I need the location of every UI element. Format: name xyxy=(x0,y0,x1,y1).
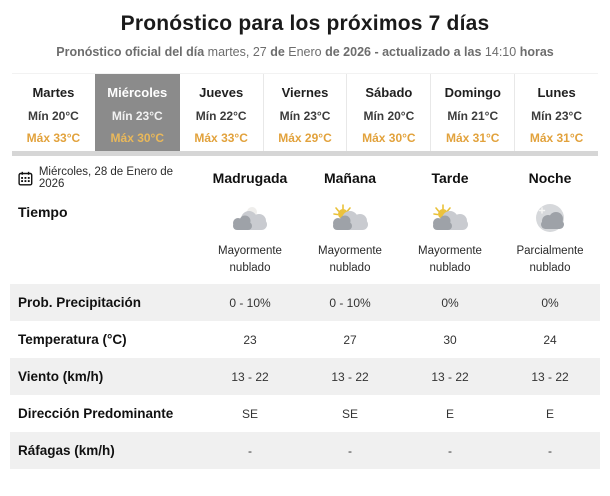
cell-value: E xyxy=(445,406,454,421)
condition-madrugada xyxy=(200,194,300,276)
day-tab-jueves[interactable] xyxy=(179,74,263,151)
day-tab-lunes[interactable] xyxy=(514,74,598,151)
row-label: Temperatura (°C) xyxy=(18,332,127,347)
cell-value: 27 xyxy=(343,332,357,347)
max-temp: Máx 29°C xyxy=(278,131,332,145)
day-name: Domingo xyxy=(444,85,501,100)
cell-value: 0% xyxy=(541,295,559,310)
calendar-icon xyxy=(18,171,33,186)
table-row-wind xyxy=(10,358,600,395)
page-title: Pronóstico para los próximos 7 días xyxy=(120,12,490,35)
row-label: Viento (km/h) xyxy=(18,369,104,384)
table-row-temperature xyxy=(10,321,600,358)
min-temp: Mín 20°C xyxy=(28,109,79,123)
sun-behind-clouds-icon xyxy=(325,202,375,236)
forecast-subtitle: Pronóstico oficial del día martes, 27 de Enero de 2026 - actualizado a las 14:10 horas xyxy=(56,45,554,59)
condition-caption: Mayormente nublado xyxy=(418,245,482,274)
cell-value: SE xyxy=(241,406,258,421)
forecast-detail-table xyxy=(10,162,600,469)
row-label-tiempo: Tiempo xyxy=(18,204,68,220)
cell-value: 23 xyxy=(243,332,257,347)
cell-value: 13 - 22 xyxy=(531,369,569,384)
min-temp: Mín 21°C xyxy=(447,109,499,123)
row-label: Dirección Predominante xyxy=(18,406,174,421)
table-row-precipitation xyxy=(10,284,600,321)
condition-caption: Mayormente nublado xyxy=(318,245,382,274)
condition-caption: Mayormente nublado xyxy=(218,245,282,274)
row-label: Ráfagas (km/h) xyxy=(18,443,115,458)
moon-behind-cloud-icon xyxy=(525,202,575,236)
condition-noche xyxy=(500,194,600,276)
cell-value: - xyxy=(448,443,452,458)
cell-value: 0% xyxy=(441,295,459,310)
min-temp: Mín 23°C xyxy=(279,109,331,123)
condition-tarde xyxy=(400,194,500,276)
day-tab-sabado[interactable] xyxy=(346,74,430,151)
day-name: Martes xyxy=(32,85,75,100)
max-temp: Máx 31°C xyxy=(529,131,584,145)
min-temp: Mín 20°C xyxy=(363,109,415,123)
day-tab-miercoles[interactable] xyxy=(95,74,179,151)
min-temp: Mín 23°C xyxy=(111,109,163,123)
weather-conditions-row xyxy=(10,194,600,284)
day-tab-viernes[interactable] xyxy=(263,74,347,151)
table-row-wind-direction xyxy=(10,395,600,432)
day-name: Lunes xyxy=(537,85,576,100)
max-temp: Máx 33°C xyxy=(26,131,81,145)
row-label: Prob. Precipitación xyxy=(18,295,142,310)
period-header-manana: Mañana xyxy=(323,170,377,186)
cell-value: 13 - 22 xyxy=(431,369,469,384)
sun-behind-clouds-icon xyxy=(425,202,475,236)
table-header-row xyxy=(10,162,600,194)
day-tab-domingo[interactable] xyxy=(430,74,514,151)
period-header-noche: Noche xyxy=(528,170,572,186)
cell-value: - xyxy=(248,443,252,458)
condition-caption: Parcialmente nublado xyxy=(516,245,584,274)
min-temp: Mín 23°C xyxy=(531,109,582,123)
cell-value: 13 - 22 xyxy=(331,369,369,384)
day-name: Viernes xyxy=(281,85,329,100)
table-row-gusts xyxy=(10,432,600,469)
selected-date xyxy=(18,166,200,190)
cell-value: 24 xyxy=(543,332,557,347)
period-header-tarde: Tarde xyxy=(431,170,469,186)
cell-value: - xyxy=(348,443,352,458)
cell-value: SE xyxy=(341,406,358,421)
cell-value: 13 - 22 xyxy=(231,369,269,384)
cell-value: 0 - 10% xyxy=(329,295,371,310)
max-temp: Máx 30°C xyxy=(362,131,416,145)
min-temp: Mín 22°C xyxy=(195,109,247,123)
day-tabs xyxy=(12,73,598,151)
clouds-night-icon xyxy=(225,202,275,236)
day-name: Jueves xyxy=(199,85,244,100)
max-temp: Máx 30°C xyxy=(110,131,165,145)
cell-value: - xyxy=(548,443,552,458)
day-tab-martes[interactable] xyxy=(12,74,95,151)
day-name: Miércoles xyxy=(107,85,168,100)
cell-value: 30 xyxy=(443,332,457,347)
max-temp: Máx 33°C xyxy=(194,131,248,145)
day-name: Sábado xyxy=(365,85,413,100)
cell-value: E xyxy=(545,406,554,421)
max-temp: Máx 31°C xyxy=(445,131,500,145)
selected-date-label: Miércoles, 28 de Enero de 2026 xyxy=(38,166,174,190)
condition-manana xyxy=(300,194,400,276)
period-header-madrugada: Madrugada xyxy=(212,170,288,186)
tabs-underline xyxy=(12,151,598,156)
cell-value: 0 - 10% xyxy=(229,295,271,310)
